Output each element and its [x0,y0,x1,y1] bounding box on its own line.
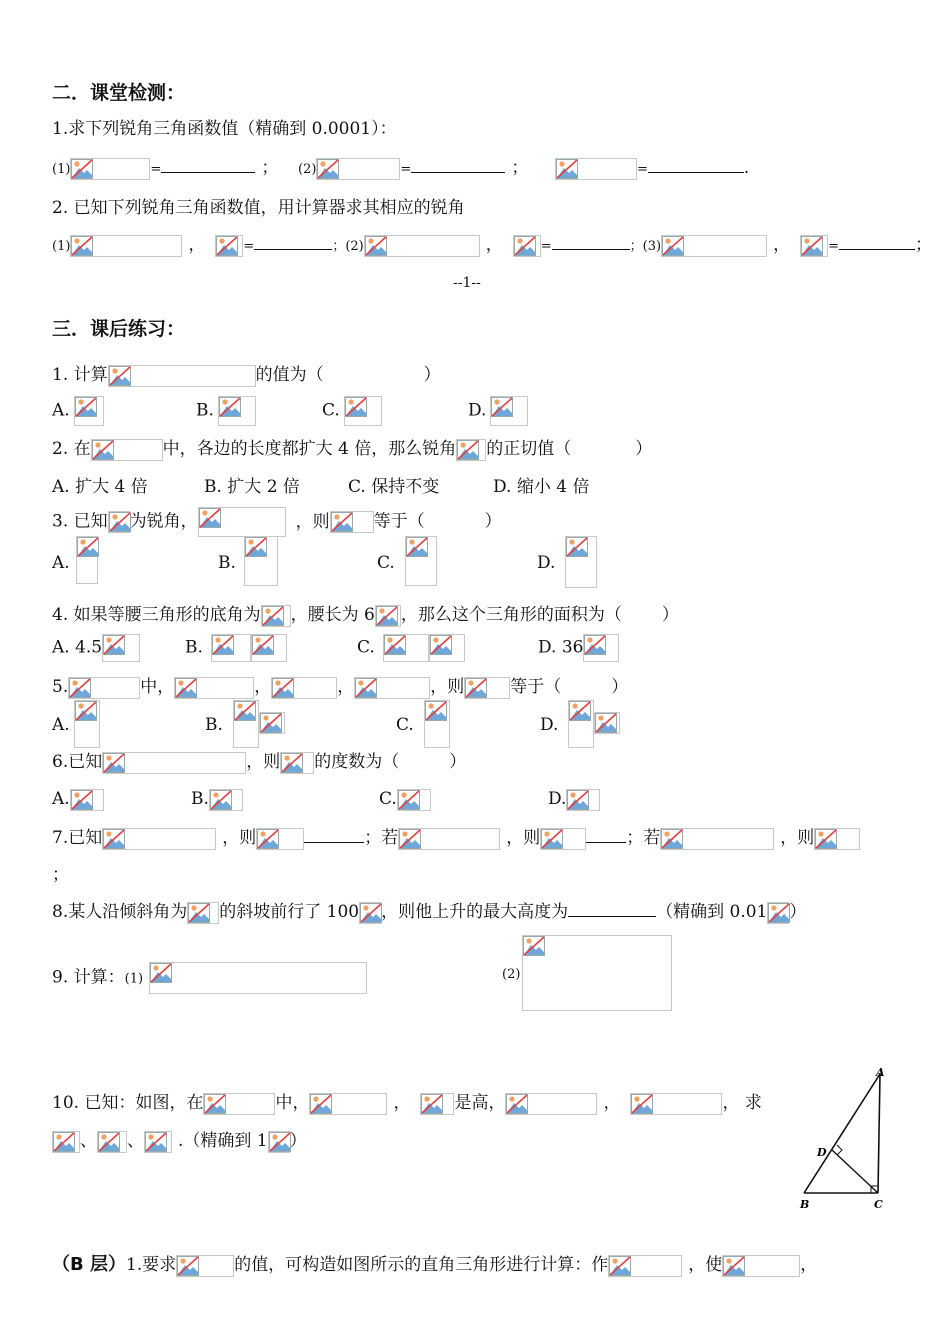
broken-image-icon [103,829,125,849]
broken-image-icon [75,397,97,417]
formula-image [330,511,374,533]
broken-image-icon [150,963,172,983]
broken-image-icon [399,829,421,849]
formula-image [354,677,430,699]
broken-image-icon [430,635,452,655]
option-image [259,712,285,734]
broken-image-icon [406,537,428,557]
broken-image-icon [360,903,382,923]
formula-image [608,1255,682,1277]
option-d: D. 缩小 4 倍 [493,477,590,497]
broken-image-icon [281,753,303,773]
broken-image-icon [815,829,837,849]
formula-image [91,439,163,461]
broken-image-icon [262,606,284,626]
broken-image-icon [204,1094,226,1114]
broken-image-icon [595,713,617,733]
s2-q2-text: 2. 已知下列锐角三角函数值，用计算器求其相应的锐角 [52,198,465,218]
formula-image [187,902,219,924]
broken-image-icon [345,397,367,417]
q7-tail: ； [52,865,69,885]
broken-image-icon [269,1132,291,1152]
formula-image [149,962,367,994]
option-image [74,396,104,426]
formula-image [102,752,246,774]
broken-image-icon [109,366,131,386]
answer-blank [411,156,505,173]
answer-blank [254,233,332,250]
vertex-label-a: A [876,1066,885,1079]
formula-image [70,158,150,180]
formula-image [814,828,860,850]
broken-image-icon [584,635,606,655]
formula-image [513,235,541,257]
broken-image-icon [216,236,238,256]
broken-image-icon [212,635,234,655]
broken-image-icon [92,440,114,460]
broken-image-icon [210,790,232,810]
broken-image-icon [310,1094,332,1114]
broken-image-icon [523,936,545,956]
broken-image-icon [514,236,536,256]
s3-q2: 2. 在 中，各边的长度都扩大 4 倍，那么锐角 的正切值（ ） [52,439,653,459]
s2-q1-line: (1) = ； [52,158,279,178]
broken-image-icon [177,1256,199,1276]
formula-image [316,158,400,180]
broken-image-icon [801,236,823,256]
label: (1) [52,162,71,177]
option-image [594,712,620,734]
answer-blank [586,826,626,843]
broken-image-icon [98,1132,120,1152]
s3-q3: 3. 已知 为锐角， ，则 等于（ ） [52,507,502,537]
broken-image-icon [75,701,97,721]
broken-image-icon [272,678,294,698]
broken-image-icon [109,512,131,532]
section3-title: 三．课后练习： [52,318,186,340]
formula-image [108,365,256,387]
broken-image-icon [569,701,591,721]
triangle-figure [790,1062,900,1212]
broken-image-icon [188,903,210,923]
formula-image [174,677,254,699]
option-image [429,634,465,662]
broken-image-icon [71,236,93,256]
answer-blank [648,156,744,173]
broken-image-icon [723,1256,745,1276]
option-image [344,396,382,426]
broken-image-icon [566,537,588,557]
broken-image-icon [662,236,684,256]
formula-image [176,1255,234,1277]
formula-image [464,677,510,699]
option-image [70,789,104,811]
s3-q1: 1. 计算 的值为（ ） [52,365,441,385]
formula-image [68,677,140,699]
broken-image-icon [331,512,353,532]
s3-q7: 7.已知 ，则 ；若 ，则 ；若 ，则 [52,826,860,850]
broken-image-icon [103,753,125,773]
formula-image [256,828,304,850]
formula-image [420,1093,454,1115]
broken-image-icon [365,236,387,256]
broken-image-icon [457,440,479,460]
option-image [233,700,259,748]
formula-image [280,752,314,774]
broken-image-icon [145,1132,167,1152]
formula-image [309,1093,387,1115]
broken-image-icon [69,678,91,698]
option-image [490,396,528,426]
broken-image-icon [355,678,377,698]
option-image [566,789,600,811]
formula-image [215,235,243,257]
broken-image-icon [77,537,99,557]
formula-image [660,828,774,850]
formula-image [456,439,486,461]
option-image [405,536,437,586]
broken-image-icon [317,159,339,179]
option-image [568,700,594,748]
s2-q1-text: 1.求下列锐角三角函数值（精确到 0.0001）： [52,119,397,139]
b-level-line: （B 层）1.要求 的值，可构造如图所示的直角三角形进行计算：作 ，使 ， [52,1254,818,1275]
s2-q2-line: (1) ， = ；(2) ， = ；(3) ， = ； [52,235,932,255]
formula-image [52,1131,80,1153]
broken-image-icon [53,1132,75,1152]
broken-image-icon [234,701,256,721]
formula-image [375,605,401,627]
broken-image-icon [556,159,578,179]
broken-image-icon [768,903,790,923]
option-image [383,634,429,662]
option-c: C. 保持不变 [348,477,440,497]
option-image [565,536,597,588]
option-b: B. 扩大 2 倍 [204,477,300,497]
formula-image [108,511,130,533]
formula-image [97,1131,127,1153]
answer-blank [839,233,915,250]
s3-q10: 10. 已知：如图，在 中， ， 是高， ， ， 求 [52,1093,762,1113]
broken-image-icon [609,1256,631,1276]
formula-image [800,235,828,257]
answer-blank [568,900,656,917]
section2-title: 二．课堂检测： [52,82,186,104]
formula-image [102,828,216,850]
option-image [251,634,287,662]
broken-image-icon [465,678,487,698]
formula-image [271,677,337,699]
answer-blank [552,233,630,250]
broken-image-icon [506,1094,528,1114]
broken-image-icon [491,397,513,417]
broken-image-icon [245,537,267,557]
formula-image [359,902,381,924]
broken-image-icon [541,829,563,849]
q9-part2-label: (2) [502,967,521,982]
broken-image-icon [219,397,241,417]
broken-image-icon [257,829,279,849]
broken-image-icon [384,635,406,655]
broken-image-icon [260,713,282,733]
page-number: --1-- [453,275,481,291]
option-image [74,700,100,748]
answer-blank [304,826,364,843]
formula-image [144,1131,172,1153]
formula-image [630,1093,722,1115]
s3-q9: 9. 计算：(1) [52,962,367,994]
formula-image [364,235,480,257]
formula-image [722,1255,800,1277]
option-image [244,536,278,586]
formula-image [70,235,182,257]
broken-image-icon [631,1094,653,1114]
b-level-tag: （B 层） [52,1254,126,1275]
answer-blank [161,156,255,173]
vertex-label-c: C [874,1198,883,1211]
option-image [211,634,251,662]
broken-image-icon [71,790,93,810]
option-image [209,789,243,811]
broken-image-icon [661,829,683,849]
s3-q5: 5. 中， ， ， ，则 等于（ ） [52,677,629,697]
formula-image [661,235,767,257]
s3-q8: 8.某人沿倾斜角为 的斜坡前行了 100 ，则他上升的最大高度为 （精确到 0.01 ） [52,902,807,922]
option-image [583,634,619,662]
formula-image [203,1093,275,1115]
vertex-label-b: B [800,1198,810,1211]
broken-image-icon [425,701,447,721]
formula-image [540,828,586,850]
formula-image [505,1093,597,1115]
option-image [102,634,140,662]
option-image [424,700,450,748]
broken-image-icon [252,635,274,655]
formula-image [268,1131,290,1153]
formula-image [261,605,291,627]
s3-q4: 4. 如果等腰三角形的底角为 ，腰长为 6 ，那么这个三角形的面积为（ ） [52,605,679,625]
broken-image-icon [421,1094,443,1114]
broken-image-icon [199,508,221,528]
option-a: A. 扩大 4 倍 [52,477,148,497]
formula-image [198,507,286,537]
broken-image-icon [175,678,197,698]
broken-image-icon [71,159,93,179]
formula-image [522,935,672,1011]
option-image [397,789,431,811]
broken-image-icon [567,790,589,810]
formula-image [555,158,637,180]
broken-image-icon [398,790,420,810]
broken-image-icon [103,635,125,655]
vertex-label-d: D [817,1146,827,1159]
broken-image-icon [376,606,398,626]
s3-q6: 6.已知 ，则 的度数为（ ） [52,752,467,772]
option-image [76,536,98,584]
formula-image [767,902,789,924]
option-image [218,396,256,426]
formula-image [398,828,500,850]
